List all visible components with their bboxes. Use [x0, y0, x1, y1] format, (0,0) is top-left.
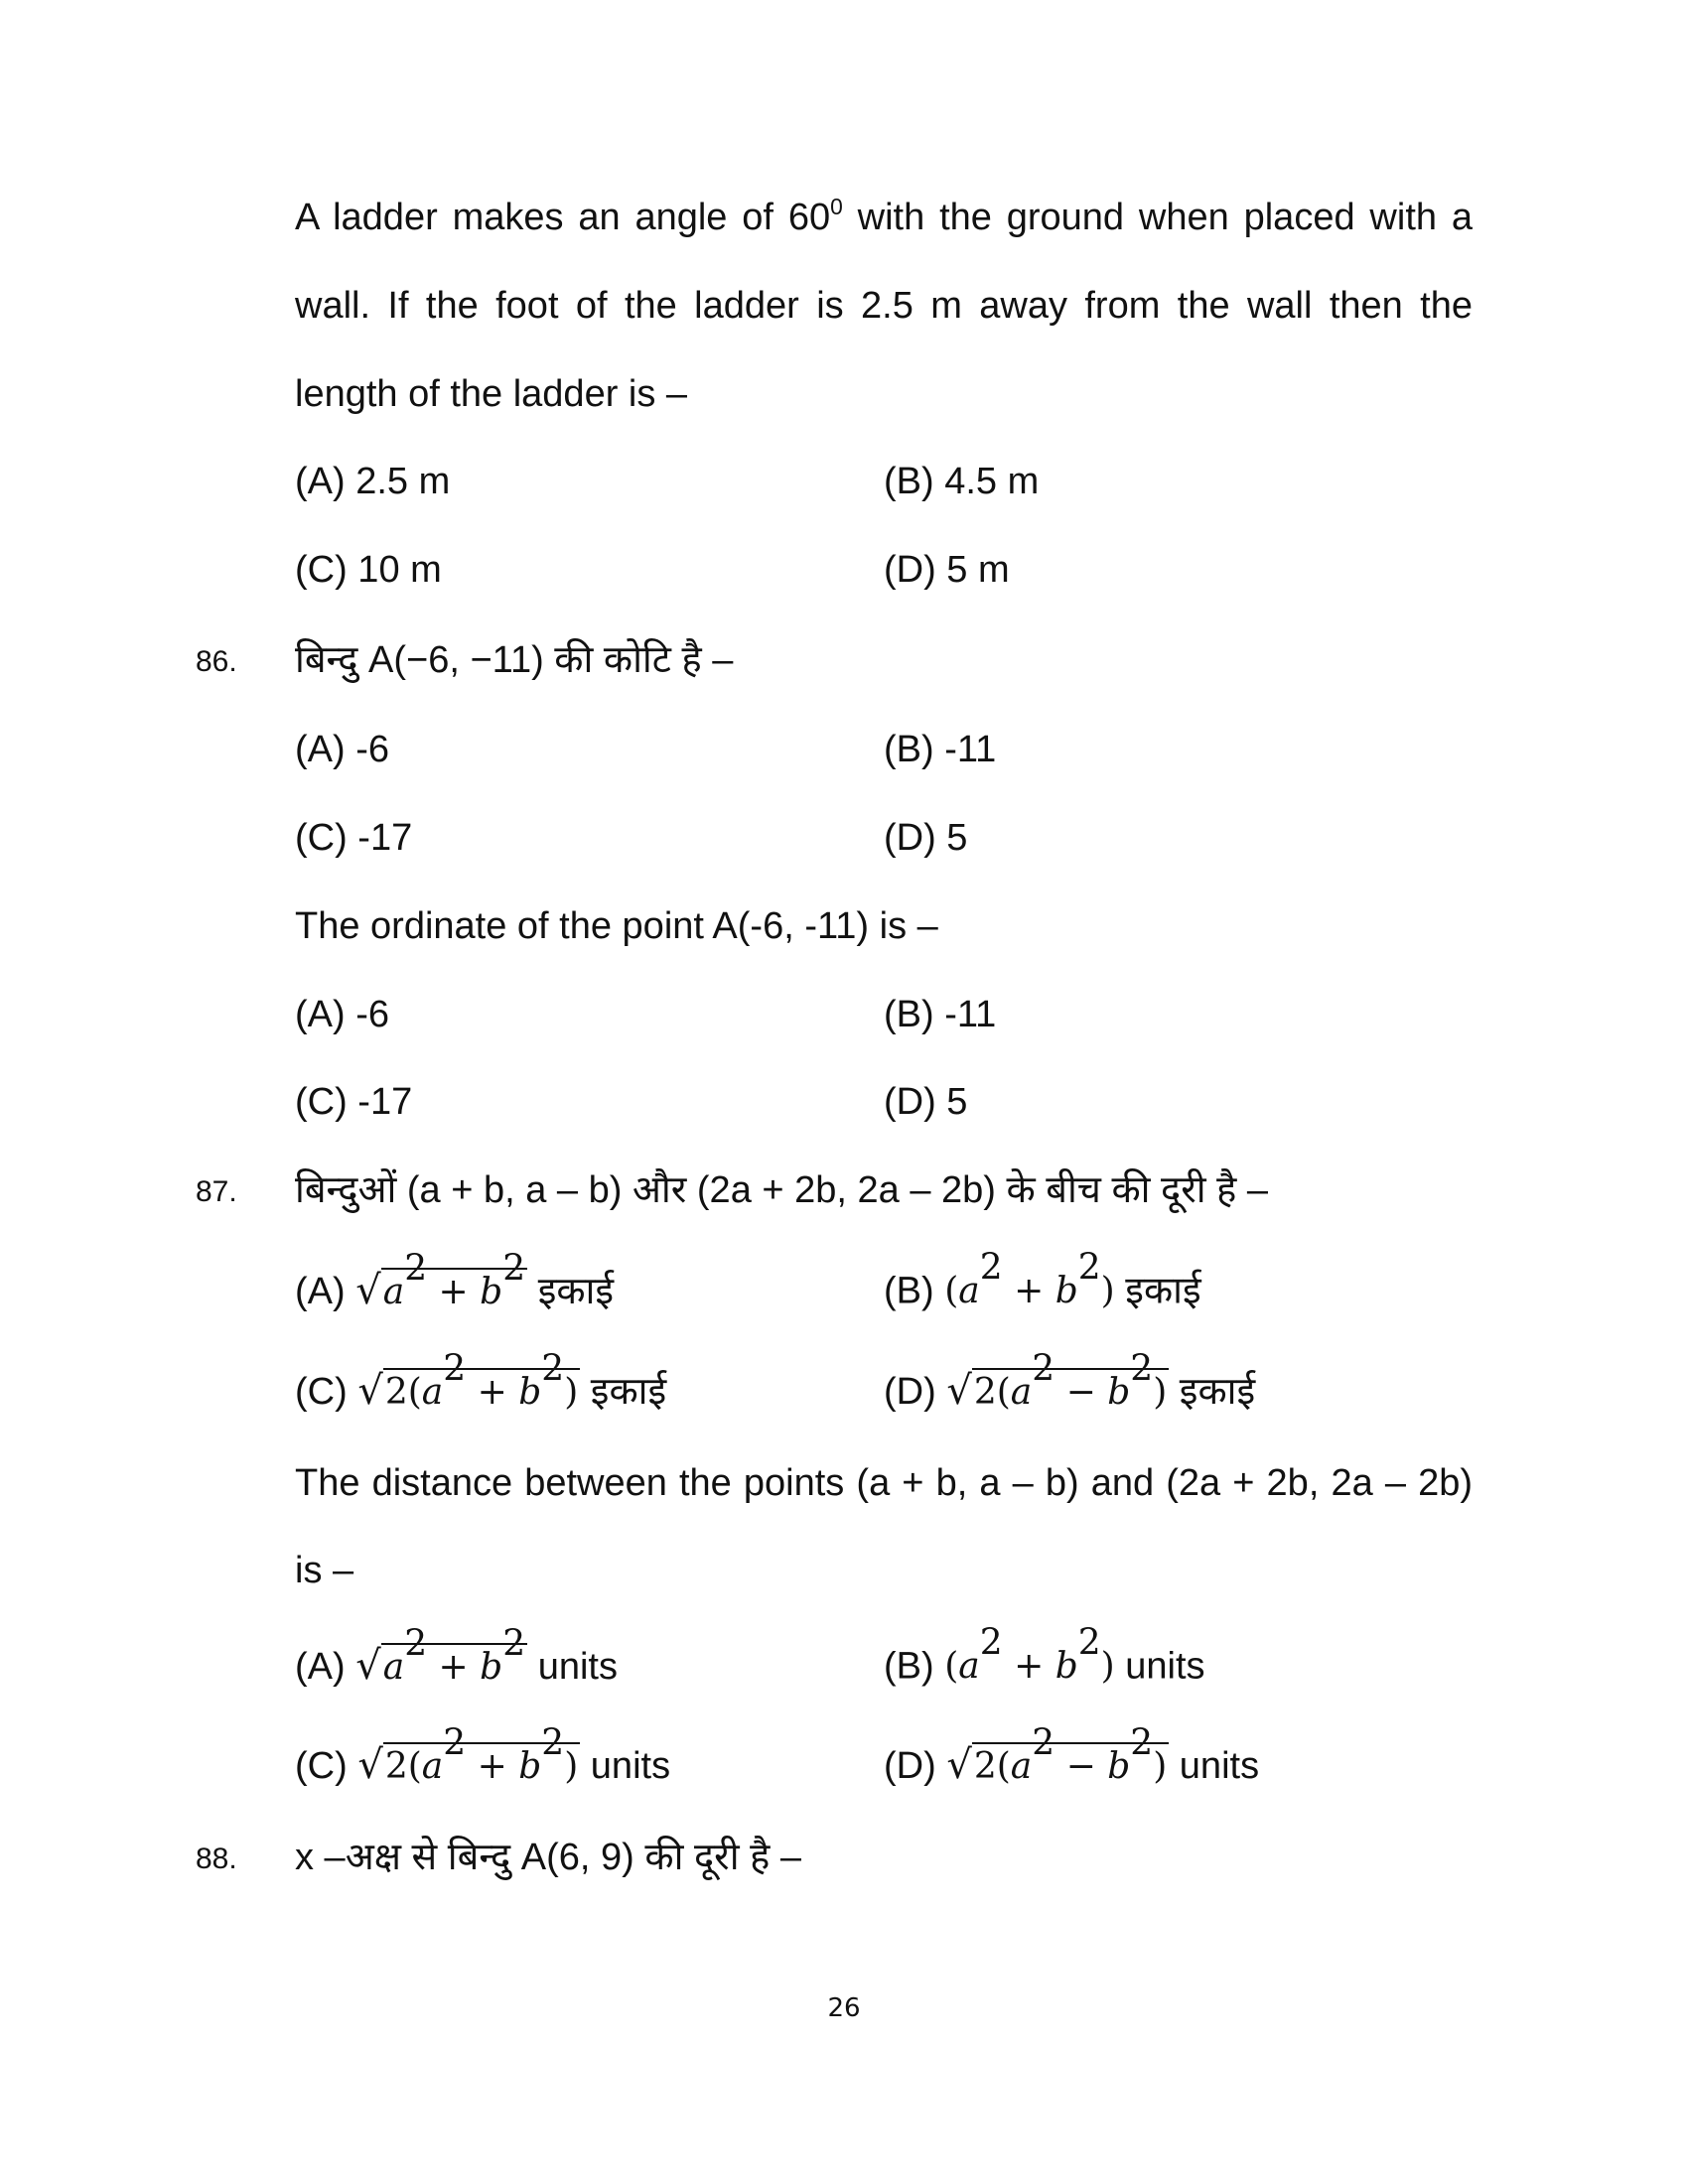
unit-label: units	[590, 1745, 671, 1787]
option-label: (D)	[884, 1371, 936, 1413]
option-label: (A)	[295, 1646, 346, 1688]
q87-english-option-a[interactable]	[295, 1623, 618, 1690]
q85-text-line-3: length of the ladder is –	[295, 373, 688, 415]
unit-label: इकाई	[537, 1271, 615, 1312]
q87-hindi-option-d[interactable]	[884, 1348, 1256, 1415]
option-label: (D)	[884, 1745, 936, 1787]
unit-label: इकाई	[590, 1371, 667, 1413]
unit-label: इकाई	[1179, 1371, 1256, 1413]
option-label: (A)	[295, 1271, 346, 1312]
q85-option-c[interactable]: (C) 10 m	[295, 549, 442, 591]
q86-english-option-d[interactable]: (D) 5	[884, 1081, 968, 1123]
math-expression: $(a^2 + b^2)$	[944, 1248, 1115, 1312]
q86-hindi-text: बिन्दु A(−6, −11) की कोटि है –	[295, 639, 734, 681]
sqrt-expression: $√2(a^2 + b^2)$	[357, 1722, 579, 1788]
question-number-86: 86.	[196, 645, 237, 678]
sqrt-expression: $√2(a^2 - b^2)$	[946, 1722, 1168, 1788]
q85-option-b[interactable]: (B) 4.5 m	[884, 461, 1040, 502]
unit-label: इकाई	[1125, 1270, 1201, 1312]
q85-line1-tail: with the ground when placed with a	[842, 197, 1473, 238]
q86-hindi-option-a[interactable]: (A) -6	[295, 729, 389, 770]
option-label: (C)	[295, 1745, 348, 1787]
question-number-87: 87.	[196, 1175, 237, 1208]
q86-english-option-a[interactable]: (A) -6	[295, 994, 389, 1035]
q87-english-option-b[interactable]	[884, 1623, 1205, 1689]
unit-label: units	[1125, 1645, 1205, 1688]
q86-english-text: The ordinate of the point A(-6, -11) is –	[295, 905, 938, 947]
q86-hindi-option-c[interactable]: (C) -17	[295, 817, 413, 859]
q86-hindi-option-d[interactable]: (D) 5	[884, 817, 968, 859]
q87-english-option-d[interactable]	[884, 1722, 1260, 1789]
q85-line1-head: A ladder makes an angle of 60	[295, 197, 831, 238]
question-number-88: 88.	[196, 1843, 237, 1875]
page-number: 26	[827, 1993, 861, 2023]
sqrt-expression: $√2(a^2 - b^2)$	[946, 1348, 1168, 1414]
q87-hindi-option-a[interactable]	[295, 1248, 615, 1314]
q85-text-line-2: wall. If the foot of the ladder is 2.5 m away from the wall then the	[295, 285, 1473, 327]
math-expression: $(a^2 + b^2)$	[944, 1623, 1115, 1688]
q85-option-a[interactable]: (A) 2.5 m	[295, 461, 451, 502]
unit-label: units	[537, 1646, 618, 1688]
q85-text-line-1	[295, 196, 1473, 239]
option-label: (B)	[884, 1645, 934, 1688]
q86-english-option-b[interactable]: (B) -11	[884, 994, 997, 1035]
q85-option-d[interactable]: (D) 5 m	[884, 549, 1010, 591]
q87-english-text-line-1: The distance between the points (a + b, a – b) and (2a + 2b, 2a – 2b)	[295, 1462, 1473, 1504]
q87-hindi-text: बिन्दुओं (a + b, a – b) और (2a + 2b, 2a – 2b) के बीच की दूरी है –	[295, 1169, 1269, 1211]
q86-english-option-c[interactable]: (C) -17	[295, 1081, 413, 1123]
unit-label: units	[1179, 1745, 1260, 1787]
sqrt-expression: $√2(a^2 + b^2)$	[357, 1348, 579, 1414]
q88-hindi-text: x –अक्ष से बिन्दु A(6, 9) की दूरी है –	[295, 1837, 801, 1878]
q87-hindi-option-c[interactable]	[295, 1348, 667, 1415]
q86-hindi-option-b[interactable]: (B) -11	[884, 729, 997, 770]
q87-english-text-line-2: is –	[295, 1550, 354, 1591]
q87-hindi-option-b[interactable]	[884, 1248, 1201, 1313]
sqrt-expression: $√a^2 + b^2$	[355, 1623, 526, 1689]
q87-english-option-c[interactable]	[295, 1722, 671, 1789]
option-label: (B)	[884, 1270, 934, 1312]
degree-superscript: 0	[830, 194, 843, 220]
sqrt-expression: $√a^2 + b^2$	[355, 1248, 526, 1313]
option-label: (C)	[295, 1371, 348, 1413]
